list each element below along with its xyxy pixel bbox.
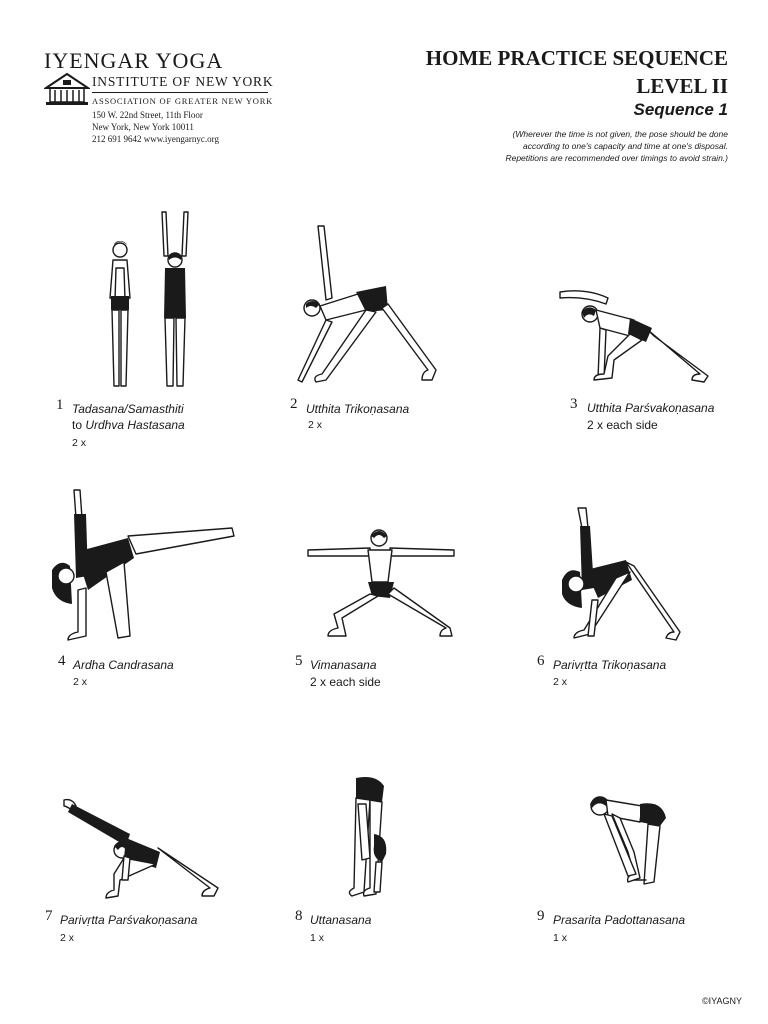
pose-number: 5 [295, 653, 303, 669]
institute-building-logo [44, 72, 90, 106]
pose-number: 7 [45, 908, 53, 924]
pose-name: Ardha Candrasana [73, 658, 174, 672]
level-heading: LEVEL II [636, 74, 728, 98]
pose-illustration-ardha-candrasana [46, 488, 238, 644]
pose-name: Parivṛtta Parśvakoṇasana [60, 913, 198, 927]
pose-repetitions: 2 x each side [310, 675, 381, 689]
pose-number: 8 [295, 908, 303, 924]
pose-repetitions: 1 x [553, 932, 568, 944]
org-name: IYENGAR YOGA [44, 48, 224, 73]
address-line-2: New York, New York 10011 [92, 122, 194, 132]
contact-info: 212 691 9642 www.iyengarnyc.org [92, 134, 219, 144]
pose-number: 6 [537, 653, 545, 669]
pose-repetitions: 1 x [310, 932, 325, 944]
sequence-heading: Sequence 1 [633, 100, 728, 119]
pose-name: Prasarita Padottanasana [553, 913, 686, 927]
pose-name: Utthita Trikoṇasana [306, 402, 410, 416]
pose-illustration-tadasana [92, 208, 202, 392]
pose-name: Uttanasana [310, 913, 372, 927]
pose-name-second: Urdhva Hastasana [85, 418, 185, 432]
pose-illustration-vimanasana [304, 524, 458, 640]
pose-illustration-parivrtta-trikonasana [560, 504, 682, 646]
page-title: HOME PRACTICE SEQUENCE [425, 46, 728, 70]
pose-connector: to [72, 418, 86, 432]
pose-name: Parivṛtta Trikoṇasana [553, 658, 667, 672]
pose-name: Tadasana/Samasthiti [72, 402, 184, 416]
org-subtitle: INSTITUTE OF NEW YORK [92, 74, 274, 89]
pose-number: 9 [537, 908, 545, 924]
pose-number: 2 [290, 396, 298, 412]
header-divider [92, 92, 268, 93]
pose-repetitions: 2 x [308, 419, 323, 431]
pose-name: Vimanasana [310, 658, 377, 672]
copyright-notice: ©IYAGNY [702, 996, 742, 1006]
pose-number: 3 [570, 396, 578, 412]
pose-name-line2 [72, 418, 185, 432]
pose-repetitions: 2 x each side [587, 418, 658, 432]
pose-illustration-utthita-parsvakonasana [556, 284, 712, 384]
note-line-3: Repetitions are recommended over timings to avoid strain.) [505, 153, 728, 163]
association-name: ASSOCIATION OF GREATER NEW YORK [92, 96, 274, 106]
pose-repetitions: 2 x [60, 932, 75, 944]
pose-number: 4 [58, 653, 66, 669]
pose-repetitions: 2 x [553, 676, 568, 688]
note-line-1: (Wherever the time is not given, the pose should be done [512, 129, 728, 139]
pose-number: 1 [56, 397, 64, 413]
pose-illustration-uttanasana [336, 774, 398, 904]
address-line-1: 150 W. 22nd Street, 11th Floor [92, 110, 203, 120]
pose-illustration-utthita-trikonasana [296, 220, 442, 388]
pose-name: Utthita Parśvakoṇasana [587, 401, 715, 415]
note-line-2: according to one's capacity and time at one's disposal. [522, 141, 728, 151]
pose-illustration-prasarita-padottanasana [584, 790, 670, 890]
pose-illustration-parivrtta-parsvakonasana [60, 796, 222, 902]
pose-repetitions: 2 x [72, 437, 87, 449]
pose-repetitions: 2 x [73, 676, 88, 688]
